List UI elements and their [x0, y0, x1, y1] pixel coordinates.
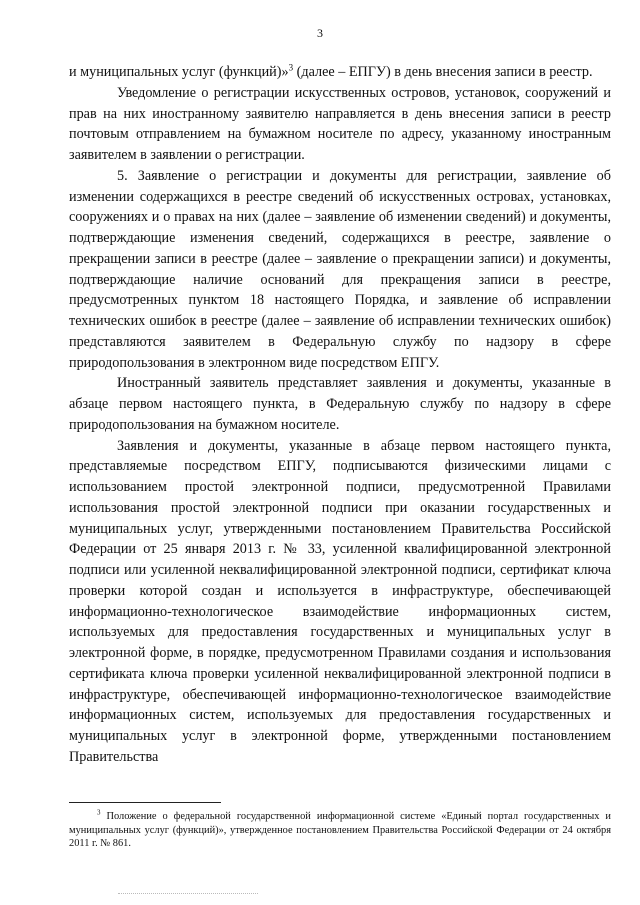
footnote-marker: 3	[97, 808, 101, 817]
document-body	[69, 62, 611, 768]
paragraph-text: и муниципальных услуг (функций)»	[69, 64, 289, 80]
paragraph-notification: Уведомление о регистрации искусственных островов, установок, сооружений и прав на них иностранному заявителю направляется в день внесения записи в реестр почтовым отправлением на бумажном носителе по адресу, указанному иностранным заявителем в заявлении о регистрации.	[69, 84, 611, 163]
footnote-divider	[69, 802, 221, 803]
footnote-reference: 3	[288, 62, 294, 73]
scan-artifact	[118, 893, 258, 898]
footnote	[69, 810, 611, 851]
paragraph-foreign-applicant: Иностранный заявитель представляет заявления и документы, указанные в абзаце первом настоящего пункта, в Федеральную службу по надзору в сфере природопользования на бумажном носителе.	[69, 375, 611, 433]
paragraph-text: (далее – ЕПГУ) в день внесения записи в реестр.	[293, 64, 593, 80]
paragraph-signatures: Заявления и документы, указанные в абзаце первом настоящего пункта, представляемые посредством ЕПГУ, подписываются физическими лицами с использованием простой электронной подписи, предусмотренной Правилами использования простой электронной подписи при оказании государственных и муниципальных услуг, утвержденными постановлением Правительства Российской Федерации от 25 января 2013 г. № 33, усиленной квалифицированной электронной подписи или усиленной неквалифицированной электронной подписи, сертификат ключа проверки которой создан и используется в инфраструктуре, обеспечивающей информационно-технологическое взаимодействие информационных систем, используемых для предоставления государственных и муниципальных услуг в электронной форме, в порядке, предусмотренном Правилами создания и использования сертификата ключа проверки усиленной неквалифицированной электронной подписи в инфраструктуре, обеспечивающей информационно-технологическое взаимодействие информационных систем, используемых для предоставления государственных и муниципальных услуг в электронной форме, утвержденными постановлением Правительства	[69, 437, 611, 765]
footnote-text: Положение о федеральной государственной информационной системе «Единый портал государственных и муниципальных услуг (функций)», утвержденное постановлением Правительства Российской Федерации от 24 октября 2011 г. № 861.	[69, 811, 611, 849]
page-number: 3	[317, 26, 323, 40]
paragraph-continuation	[69, 62, 611, 83]
paragraph-item-5: 5. Заявление о регистрации и документы для регистрации, заявление об изменении содержащихся в реестре сведений об искусственных островах, установках, сооружениях и о правах на них (далее – заявление об изменении сведений) и документы, подтверждающие изменения сведений, содержащихся в реестре, заявление о прекращении записи в реестре (далее – заявление о прекращении записи) и документы, подтверждающие наличие оснований для прекращения записи в реестре, предусмотренных пунктом 18 настоящего Порядка, и заявление об исправлении технических ошибок в реестре (далее – заявление об исправлении технических ошибок) представляются заявителем в Федеральную службу по надзору в сфере природопользования в электронном виде посредством ЕПГУ.	[69, 167, 611, 371]
